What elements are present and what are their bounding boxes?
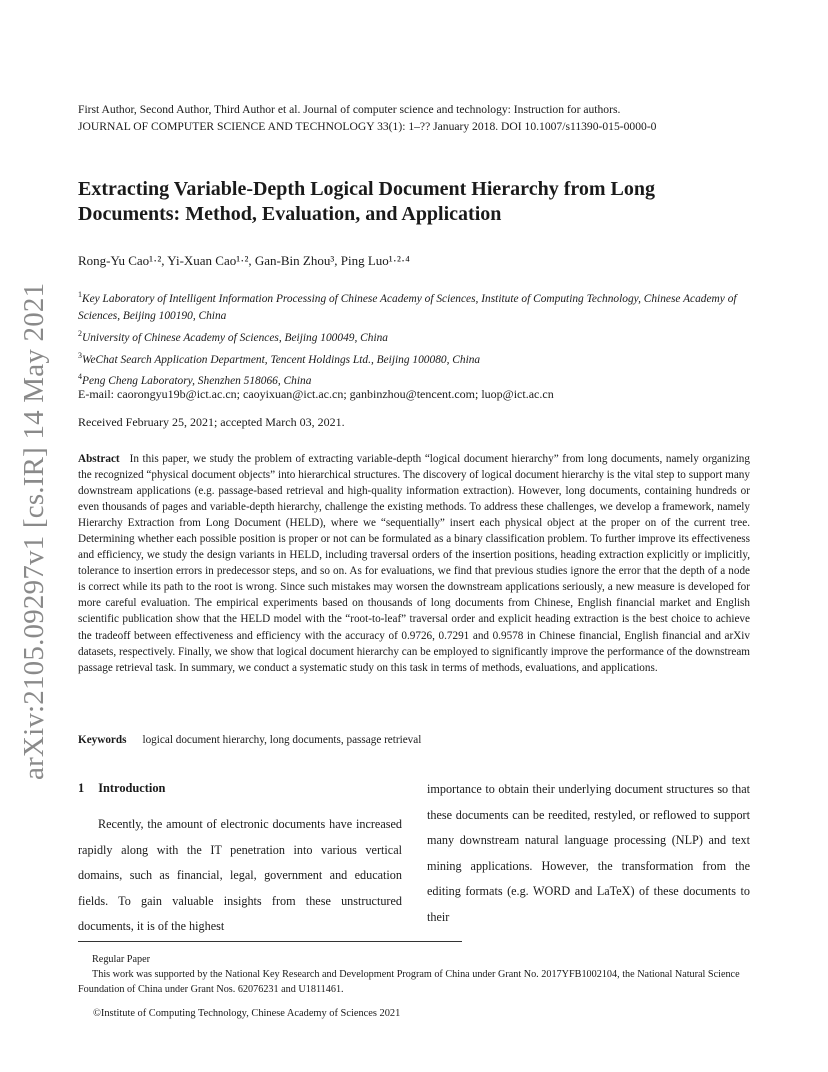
arxiv-identifier-stamp: arXiv:2105.09297v1 [cs.IR] 14 May 2021 (18, 282, 50, 780)
received-dates: Received February 25, 2021; accepted March 03, 2021. (78, 415, 345, 429)
affiliation-text: Key Laboratory of Intelligent Information Processing of Chinese Academy of Sciences, Institute of Computing Technology, Chinese Academy of Sciences, Beijing 100190, China (78, 292, 737, 322)
footnote-funding: This work was supported by the National Key Research and Development Program of China under Grant No. 2017YFB1002104, the National Natural Science Foundation of China under Grant Nos. 62076231 and U1811461. (78, 969, 740, 995)
section-heading-introduction (78, 781, 402, 796)
left-column (78, 781, 402, 940)
running-header-journal: JOURNAL OF COMPUTER SCIENCE AND TECHNOLOGY 33(1): 1–?? January 2018. DOI 10.1007/s11390-015-0000-0 (78, 120, 657, 133)
affiliation-mark: 3 (78, 350, 82, 360)
affiliation-text: Peng Cheng Laboratory, Shenzhen 518066, China (82, 375, 312, 388)
abstract (78, 451, 750, 676)
keywords-label: Keywords (78, 734, 127, 746)
affiliation-mark: 4 (78, 372, 82, 382)
affiliation-3 (78, 347, 750, 369)
author-emails: E-mail: caorongyu19b@ict.ac.cn; caoyixuan@ict.ac.cn; ganbinzhou@tencent.com; luop@ict.ac.cn (78, 387, 554, 401)
keywords-text: logical document hierarchy, long documents, passage retrieval (142, 734, 422, 746)
author-list: Rong-Yu Cao¹·², Yi-Xuan Cao¹·², Gan-Bin Zhou³, Ping Luo¹·²·⁴ (78, 253, 410, 268)
paper-title: Extracting Variable-Depth Logical Document Hierarchy from Long Documents: Method, Evaluation, and Application (78, 178, 655, 225)
affiliation-list (78, 286, 750, 390)
keywords (78, 734, 750, 746)
section-number: 1 (78, 781, 85, 795)
affiliation-mark: 2 (78, 328, 82, 338)
affiliation-2 (78, 325, 750, 347)
affiliation-text: WeChat Search Application Department, Tencent Holdings Ltd., Beijing 100080, China (82, 353, 481, 366)
intro-paragraph-right: importance to obtain their underlying document structures so that these documents can be reedited, restyled, or reflowed to support many downstream natural language processing (NLP) and text mining applications. However, the transformation from the editing formats (e.g. WORD and LaTeX) of these documents to their (427, 782, 750, 924)
footnotes (78, 952, 750, 997)
journal-header (78, 101, 750, 135)
footnote-divider (78, 941, 462, 942)
abstract-text: In this paper, we study the problem of extracting variable-depth “logical document hierarchy” from long documents, namely organizing the recognized “physical document objects” into hierarchical structures. The discovery of logical document hierarchy is the vital step to support many downstream applications (e.g. passage-based retrieval and high-quality information extraction). However, long documents, containing hundreds or even thousands of pages and variable-depth hierarchy, challenge the existing methods. To address these challenges, we develop a framework, namely Hierarchy Extraction from Long Document (HELD), where we “sequentially” insert each physical object at the proper on of the current tree. Determining whether each possible position is proper or not can be formulated as a binary classification problem. To further improve its effectiveness and efficiency, we study the design variants in HELD, including traversal orders of the insertion positions, heading extraction explicitly or implicitly, tolerance to insertion errors in predecessor steps, and so on. As for evaluations, we find that previous studies ignore the error that the depth of a node is correct while its path to the root is wrong. Since such mistakes may worsen the downstream applications seriously, a new measure is developed for more careful evaluation. The empirical experiments based on thousands of long documents from Chinese, English financial market and English scientific publication show that the HELD model with the “root-to-leaf” traversal order and explicit heading extraction is the best choice to achieve the tradeoff between effectiveness and efficiency with the accuracy of 0.9726, 0.7291 and 0.9578 in Chinese financial, English financial and arXiv datasets, respectively. Finally, we show that logical document hierarchy can be employed to significantly improve the performance of the downstream passage retrieval task. In summary, we conduct a systematic study on this task in terms of methods, evaluations, and applications. (78, 453, 750, 674)
copyright-notice: ©Institute of Computing Technology, Chinese Academy of Sciences 2021 (93, 1008, 401, 1019)
affiliation-text: University of Chinese Academy of Sciences, Beijing 100049, China (82, 331, 389, 344)
section-title: Introduction (98, 781, 166, 795)
abstract-label: Abstract (78, 453, 120, 465)
running-header-authors: First Author, Second Author, Third Author et al. Journal of computer science and technology: Instruction for authors. (78, 103, 621, 116)
footnote-paper-type: Regular Paper (92, 954, 150, 965)
intro-paragraph-left: Recently, the amount of electronic documents have increased rapidly along with the IT penetration into various vertical domains, such as financial, legal, government and education fields. To gain valuable insights from these unstructured documents, it is of the highest (78, 817, 402, 933)
affiliation-mark: 1 (78, 290, 82, 299)
affiliation-1 (78, 286, 750, 325)
